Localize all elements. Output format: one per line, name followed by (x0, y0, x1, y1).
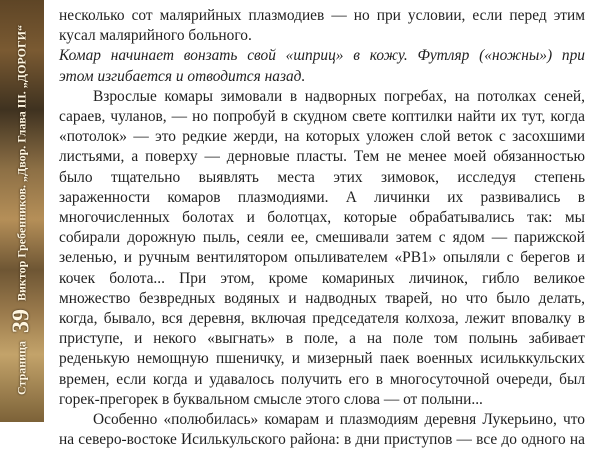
text-line: зеленью, и ручным вентилятором опыливателем «РВ1» опыляли с берегов и (59, 249, 585, 267)
page-label: Страница (14, 340, 29, 395)
page-number: 39 (8, 308, 35, 333)
text-line: листьями, а поверху — дерновые пласты. Тем не менее моей обязанностью (59, 148, 585, 166)
text-line: собирали дорожную пыль, сеяли ее, смешивали затем с ядом — парижской (59, 229, 585, 247)
text-line: многочисленных болотах и болотцах, которые обрабатывались так: мы (59, 209, 585, 227)
paragraph-3 (59, 87, 585, 410)
italic-caption (59, 46, 585, 86)
text-line: было тщательно выявлять места этих зимовок, исследуя степень (59, 168, 585, 186)
text-line: Особенно «полюбилась» комарам и плазмодиям деревня Лукерьино, что (93, 411, 585, 429)
text-line: этом изгибается и отводится назад. (59, 67, 306, 85)
text-line: сараев, чуланов, — но попробуй в скудном свете коптилки найти их тут, когда (59, 108, 585, 126)
text-line: «потолок» — это редкие жерди, на которых уложен слой веток с засохшими (59, 128, 585, 146)
running-header: Виктор Гребенников. „Двор. Глава III. „ДОРОГИ“ (14, 25, 29, 301)
text-line: несколько сот малярийных плазмодиев — но при условии, если перед этим (59, 7, 585, 24)
text-line: кусал малярийного больного. (59, 27, 252, 45)
text-line: горек-прегорек в буквальном смысле этого слова — от полыни... (59, 390, 483, 408)
text-line: реденькую немощную пшеничку, и мизерный паек военных исильккульских (59, 350, 585, 368)
text-line: когда, бывало, вся деревня, включая председателя колхоза, лежит вповалку в (59, 310, 585, 328)
paragraph-4 (59, 410, 585, 450)
page-body (59, 6, 585, 450)
text-line: времен, если когда и удавалось получить его в многосуточной очереди, был (59, 370, 585, 388)
text-line: на северо-востоке Исилькульского района: в дни приступов — все до одного на (59, 431, 585, 449)
text-line: кочек болота... При этом, кроме комариных личинок, гибло великое (59, 269, 585, 287)
side-strip-text (9, 25, 36, 395)
text-line: зараженности комаров плазмодиями. А личинки их развивались в (59, 188, 585, 206)
text-line: приступе, и некого «выгнать» в поле, а на поле том полынь забивает (59, 330, 585, 348)
text-line: множество безвредных водяных и надводных тварей, но что было делать, (59, 289, 585, 307)
page-side-strip (0, 0, 44, 422)
text-line: Взрослые комары зимовали в надворных погребах, на потолках сеней, (93, 87, 585, 105)
paragraph-1 (59, 6, 585, 46)
text-line: Комар начинает вонзать свой «шприц» в кожу. Футляр («ножны») при (59, 47, 585, 65)
